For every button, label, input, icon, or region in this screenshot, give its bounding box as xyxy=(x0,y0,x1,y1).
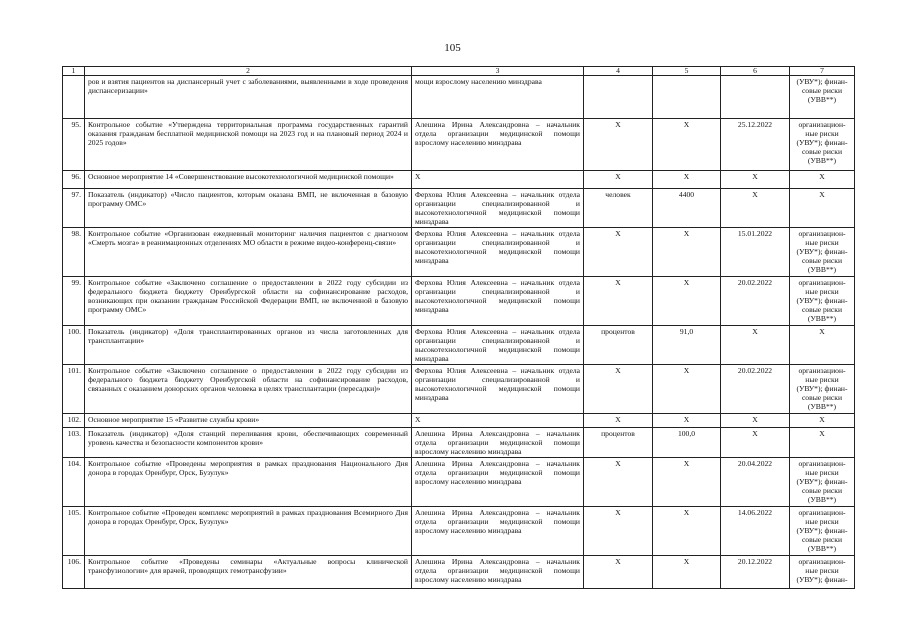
risk-cell: X xyxy=(790,414,855,428)
responsible-person: Алешина Ирина Александровна – начальник отдела организации медицинской помощи взрослому населению минздрава xyxy=(412,556,584,589)
event-name: Контрольное событие «Утверждена территориальная программа государственных гарантий оказания гражданам бесплатной медицинской помощи на 2023 год и на плановый период 2024 и 2025 годов» xyxy=(85,119,412,171)
unit-cell: X xyxy=(584,414,653,428)
row-number xyxy=(63,76,85,119)
table-row xyxy=(63,228,855,277)
responsible-person: X xyxy=(412,171,584,189)
value-cell: X xyxy=(653,458,721,507)
column-header: 5 xyxy=(653,67,721,76)
value-cell: 4400 xyxy=(653,189,721,228)
plan-table xyxy=(62,66,855,589)
responsible-person: Ферхова Юлия Алексеевна – начальник отдела организации специализированной и высокотехнологичной медицинской помощи минздрава xyxy=(412,365,584,414)
date-cell xyxy=(721,76,790,119)
date-cell: 20.04.2022 xyxy=(721,458,790,507)
responsible-person: Алешина Ирина Александровна – начальник отдела организации медицинской помощи взрослому населению минздрава xyxy=(412,507,584,556)
table-row xyxy=(63,458,855,507)
unit-cell: процентов xyxy=(584,326,653,365)
date-cell: 15.01.2022 xyxy=(721,228,790,277)
event-name: Показатель (индикатор) «Доля трансплантированных органов из числа заготовленных для трансплантации» xyxy=(85,326,412,365)
unit-cell: X xyxy=(584,228,653,277)
column-header: 4 xyxy=(584,67,653,76)
row-number: 100. xyxy=(63,326,85,365)
row-number: 95. xyxy=(63,119,85,171)
risk-cell: X xyxy=(790,326,855,365)
risk-cell: (УВУ*); финан-совые риски (УВВ**) xyxy=(790,76,855,119)
row-number: 98. xyxy=(63,228,85,277)
row-number: 104. xyxy=(63,458,85,507)
value-cell: X xyxy=(653,277,721,326)
page-number: 105 xyxy=(444,42,461,54)
column-header: 3 xyxy=(412,67,584,76)
unit-cell: X xyxy=(584,171,653,189)
table-row xyxy=(63,76,855,119)
unit-cell xyxy=(584,76,653,119)
row-number: 102. xyxy=(63,414,85,428)
row-number: 96. xyxy=(63,171,85,189)
date-cell: X xyxy=(721,326,790,365)
column-header: 1 xyxy=(63,67,85,76)
table-row xyxy=(63,428,855,458)
table-row xyxy=(63,507,855,556)
date-cell: 25.12.2022 xyxy=(721,119,790,171)
table-row xyxy=(63,277,855,326)
header-row xyxy=(63,67,855,76)
date-cell: 20.02.2022 xyxy=(721,365,790,414)
value-cell xyxy=(653,76,721,119)
date-cell: X xyxy=(721,414,790,428)
risk-cell: организацион-ные риски (УВУ*); финан-совые риски (УВВ**) xyxy=(790,458,855,507)
responsible-person: Алешина Ирина Александровна – начальник отдела организации медицинской помощи взрослому населению минздрава xyxy=(412,428,584,458)
value-cell: X xyxy=(653,171,721,189)
value-cell: X xyxy=(653,556,721,589)
responsible-person: мощи взрослому населению минздрава xyxy=(412,76,584,119)
value-cell: X xyxy=(653,228,721,277)
table-row xyxy=(63,189,855,228)
table-row xyxy=(63,326,855,365)
risk-cell: организацион-ные риски (УВУ*); финан-совые риски (УВВ**) xyxy=(790,507,855,556)
risk-cell: организацион-ные риски (УВУ*); финан-совые риски (УВВ**) xyxy=(790,119,855,171)
risk-cell: организацион-ные риски (УВУ*); финан-совые риски (УВВ**) xyxy=(790,277,855,326)
event-name: Контрольное событие «Заключено соглашение о предоставлении в 2022 году субсидии из федерального бюджета бюджету Оренбургской области на софинансирование расходов, связанных с оказанием донорских органов человека в целях трансплантации (пересадки)» xyxy=(85,365,412,414)
responsible-person: Алешина Ирина Александровна – начальник отдела организации медицинской помощи взрослому населению минздрава xyxy=(412,119,584,171)
table-row xyxy=(63,171,855,189)
event-name: Контрольное событие «Заключено соглашение о предоставлении в 2022 году субсидии из федерального бюджета бюджету Оренбургской области на софинансирование расходов, возникающих при оказании гражданам Российской Федерации ВМП, не включенной в базовую программу ОМС» xyxy=(85,277,412,326)
unit-cell: X xyxy=(584,277,653,326)
responsible-person: Алешина Ирина Александровна – начальник отдела организации медицинской помощи взрослому населению минздрава xyxy=(412,458,584,507)
risk-cell: X xyxy=(790,428,855,458)
event-name: Контрольное событие «Организован ежедневный мониторинг наличия пациентов с диагнозом «Смерть мозга» в реанимационных отделениях МО области в режиме видео-конференц-связи» xyxy=(85,228,412,277)
value-cell: X xyxy=(653,365,721,414)
responsible-person: Ферхова Юлия Алексеевна – начальник отдела организации специализированной и высокотехнологичной медицинской помощи минздрава xyxy=(412,277,584,326)
date-cell: X xyxy=(721,189,790,228)
value-cell: X xyxy=(653,119,721,171)
event-name: ров и взятия пациентов на диспансерный учет с заболеваниями, выявленными в ходе проведения диспансеризации» xyxy=(85,76,412,119)
row-number: 106. xyxy=(63,556,85,589)
risk-cell: X xyxy=(790,189,855,228)
responsible-person: Ферхова Юлия Алексеевна – начальник отдела организации специализированной и высокотехнологичной медицинской помощи минздрава xyxy=(412,228,584,277)
risk-cell: X xyxy=(790,171,855,189)
date-cell: 20.12.2022 xyxy=(721,556,790,589)
row-number: 105. xyxy=(63,507,85,556)
value-cell: 100,0 xyxy=(653,428,721,458)
event-name: Контрольное событие «Проведен комплекс мероприятий в рамках празднования Всемирного Дня донора в городах Оренбург, Орск, Бузулук» xyxy=(85,507,412,556)
value-cell: X xyxy=(653,507,721,556)
responsible-person: Ферхова Юлия Алексеевна – начальник отдела организации специализированной и высокотехнологичной медицинской помощи минздрава xyxy=(412,189,584,228)
table-row xyxy=(63,365,855,414)
date-cell: 14.06.2022 xyxy=(721,507,790,556)
row-number: 99. xyxy=(63,277,85,326)
event-name: Основное мероприятие 15 «Развитие службы крови» xyxy=(85,414,412,428)
unit-cell: X xyxy=(584,365,653,414)
responsible-person: Ферхова Юлия Алексеевна – начальник отдела организации специализированной и высокотехнологичной медицинской помощи минздрава xyxy=(412,326,584,365)
event-name: Показатель (индикатор) «Доля станций переливания крови, обеспечивающих современный уровень качества и безопасности компонентов крови» xyxy=(85,428,412,458)
date-cell: X xyxy=(721,428,790,458)
unit-cell: X xyxy=(584,556,653,589)
table-row xyxy=(63,119,855,171)
risk-cell: организацион-ные риски (УВУ*); финан-совые риски (УВВ**) xyxy=(790,365,855,414)
risk-cell: организацион-ные риски (УВУ*); финан-совые риски (УВВ**) xyxy=(790,228,855,277)
date-cell: 20.02.2022 xyxy=(721,277,790,326)
unit-cell: X xyxy=(584,458,653,507)
table-row xyxy=(63,556,855,589)
row-number: 97. xyxy=(63,189,85,228)
unit-cell: X xyxy=(584,119,653,171)
event-name: Показатель (индикатор) «Число пациентов, которым оказана ВМП, не включенная в базовую программу ОМС» xyxy=(85,189,412,228)
column-header: 2 xyxy=(85,67,412,76)
date-cell: X xyxy=(721,171,790,189)
row-number: 101. xyxy=(63,365,85,414)
row-number: 103. xyxy=(63,428,85,458)
unit-cell: процентов xyxy=(584,428,653,458)
risk-cell: организацион-ные риски (УВУ*); финан- xyxy=(790,556,855,589)
event-name: Контрольное событие «Проведены семинары «Актуальные вопросы клинической трансфузиологии» для врачей, проводящих гемотрансфузии» xyxy=(85,556,412,589)
event-name: Контрольное событие «Проведены мероприятия в рамках празднования Национального Дня донора в городах Оренбург, Орск, Бузулук» xyxy=(85,458,412,507)
unit-cell: X xyxy=(584,507,653,556)
value-cell: X xyxy=(653,414,721,428)
event-name: Основное мероприятие 14 «Совершенствование высокотехнологичной медицинской помощи» xyxy=(85,171,412,189)
value-cell: 91,0 xyxy=(653,326,721,365)
responsible-person: X xyxy=(412,414,584,428)
unit-cell: человек xyxy=(584,189,653,228)
table-row xyxy=(63,414,855,428)
column-header: 7 xyxy=(790,67,855,76)
column-header: 6 xyxy=(721,67,790,76)
